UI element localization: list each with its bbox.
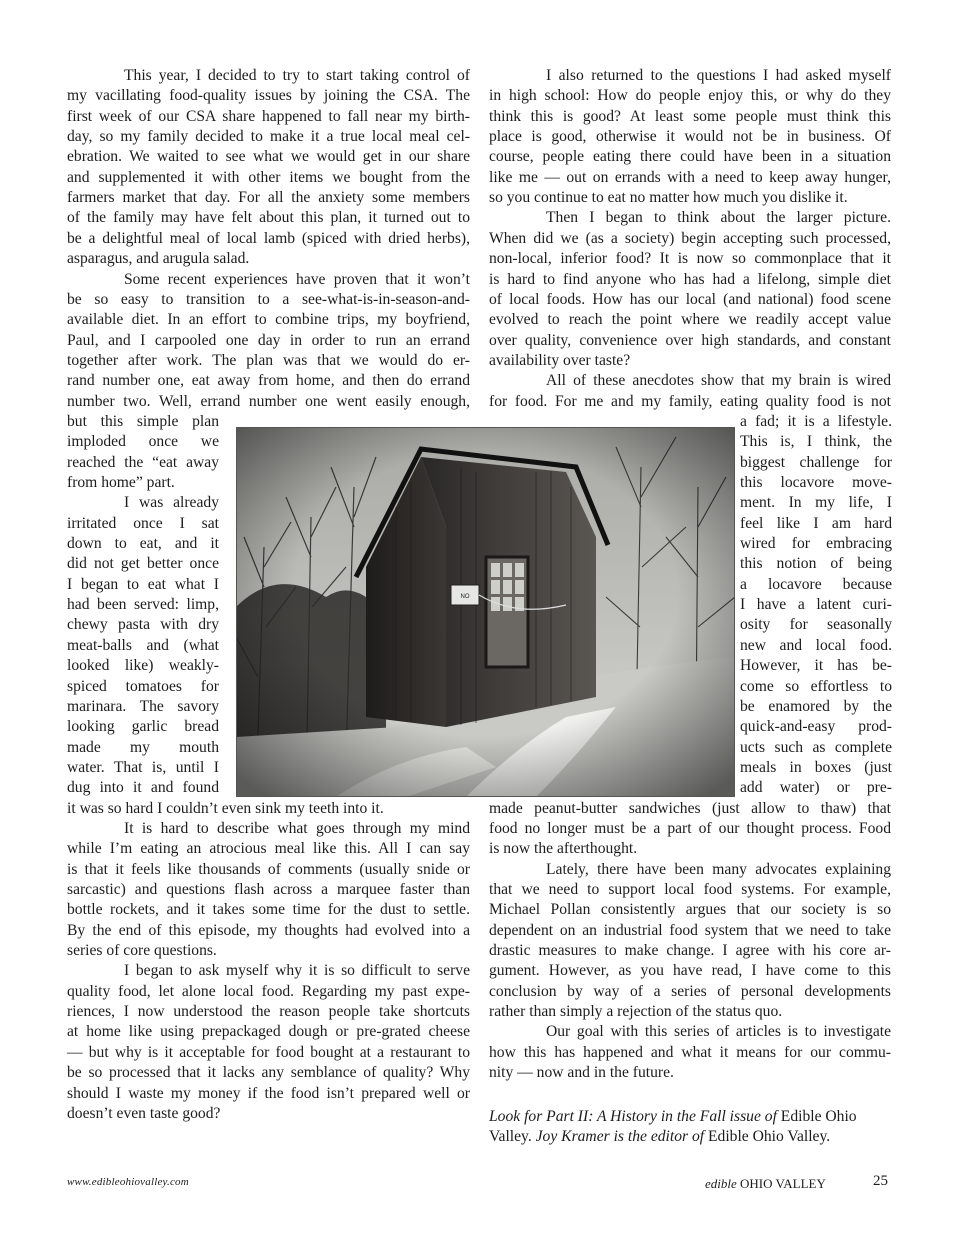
text-line: However, it has be- [740,657,892,675]
text-line: irritated once I sat [67,514,219,532]
text-line: series of core questions. [67,942,217,960]
text-line: be so easy to transition to a see-what-is-in-season-and- [67,290,470,308]
text-line: non-local, inferior food? It is now so commonplace that it [489,250,891,268]
text-line: dug into it and found [67,779,219,797]
text-line: number two. Well, errand number one went easily enough, [67,392,470,410]
text-line: available diet. In an effort to combine trips, my boyfriend, [67,311,470,329]
text-line: day, so my family decided to make it a true local meal cel- [67,128,470,146]
text-line: it was so hard I couldn’t even sink my teeth into it. [67,799,384,817]
text-line: This year, I decided to try to start taking control of [124,67,470,84]
note-line-2 [489,1127,830,1147]
text-line: this locavore move- [740,474,892,491]
text-line: like me — out on errands with a need to keep away hunger, [489,168,891,186]
note-roman-2: Valley. [489,1128,532,1145]
text-line: should I waste my money if the food isn’t prepared well or [67,1084,470,1102]
text-line: Lately, there have been many advocates explaining [546,860,891,878]
note-line-1 [489,1107,891,1127]
text-line: availability over taste? [489,351,631,369]
text-line: think this is good? At least some people must think this [489,107,891,125]
text-line: meat-balls and (what [67,636,219,654]
note-italic-2: Joy Kramer is the editor of [531,1128,705,1145]
text-line: drastic measures to make change. I agree with his core ar- [489,942,891,960]
text-line: When did we (as a society) begin accepting such processed, [489,229,891,247]
footer-website: www.edibleohiovalley.com [67,1176,189,1188]
text-line: is hard to find anyone who has had a lifelong, simple diet [489,270,891,288]
text-line: Paul, and I carpooled one day in order to run an errand [67,331,470,349]
text-line: All of these anecdotes show that my brain is wired [546,372,891,390]
text-line: Then I began to think about the larger picture. [546,209,891,227]
text-line: new and local food. [740,636,892,654]
text-line: I have a latent curi- [740,596,892,614]
footer-brand [705,1176,826,1192]
text-line: how this has happened and what it means for our commu- [489,1043,891,1061]
text-line: I began to eat what I [67,575,219,593]
note-roman-1: Edible Ohio [776,1108,857,1125]
note-italic-1: Look for Part II: A History in the Fall issue of [489,1108,777,1125]
text-line: wired for embracing [740,535,892,553]
text-line: made peanut-butter sandwiches (just allow to thaw) that [489,799,891,817]
text-line: while I’m eating an atrocious meal like this. All I can say [67,840,470,858]
text-line: water. That is, until I [67,758,219,776]
text-line: quick-and-easy prod- [740,718,892,736]
text-line: evolved to reach the point where we readily accept value [489,311,891,329]
text-line: Our goal with this series of articles is to investigate [546,1023,891,1041]
text-line: so you continue to eat no matter how much you dislike it. [489,189,848,207]
text-line: a locavore because [740,575,892,593]
text-line: marinara. The savory [67,697,219,715]
text-line: but this simple plan [67,412,219,430]
text-line: I began to ask myself why it is so difficult to serve [124,962,470,980]
photo-vignette [236,427,735,797]
text-line: bottle rockets, and it takes some time for the dust to settle. [67,901,470,919]
text-line: conclusion by way of a series of personal developments [489,982,891,1000]
text-line: spiced tomatoes for [67,677,219,695]
shed-photograph [236,427,735,797]
text-line: come so effortless to [740,677,892,695]
text-line: sarcastic) and questions flash across a marquee faster than [67,881,470,898]
text-line: is now the afterthought. [489,840,638,858]
text-line: first week of our CSA share happened to fall near my birth- [67,107,470,125]
text-line: from home” part. [67,474,175,491]
brand-ohio-valley: OHIO VALLEY [736,1176,826,1191]
text-line: food no longer must be a part of our thought process. Food [489,819,891,837]
text-line: chewy pasta with dry [67,616,219,634]
text-line: of the family may have felt about this plan, it turned out to [67,209,470,227]
text-line: in high school: How do people enjoy this, or why do they [489,87,891,105]
text-line: and supplemented it with other items we bought from the [67,168,470,186]
text-line: be enamored by the [740,697,892,715]
text-line: osity for seasonally [740,616,892,634]
text-line: looking garlic bread [67,718,219,736]
text-line: looked like) weakly- [67,657,219,675]
text-line: nity — now and in the future. [489,1064,674,1082]
text-line: of local foods. How has our local (and national) food scene [489,290,891,308]
text-line: doesn’t even taste good? [67,1104,221,1122]
text-line: down to eat, and it [67,535,219,553]
text-line: be so processed that it lacks any semblance of quality? Why [67,1064,470,1082]
text-line: rather than simply a rejection of the status quo. [489,1003,783,1021]
text-line: that we need to support local food systems. For example, [489,881,891,898]
text-line: feel like I am hard [740,514,892,532]
text-line: Some recent experiences have proven that it won’t [124,270,470,288]
text-line: add water) or pre- [740,779,892,797]
text-line: together after work. The plan was that we would do er- [67,351,470,369]
page-number: 25 [873,1173,888,1189]
text-line: ment. In my life, I [740,494,892,512]
text-line: a fad; it is a lifestyle. [740,412,892,430]
text-line: biggest challenge for [740,453,892,471]
text-line: for food. For me and my family, eating quality food is not [489,392,891,410]
text-line: place is good, otherwise it would not be in business. Of [489,128,891,146]
text-line: quality food, let alone local food. Regarding my past expe- [67,982,470,1000]
text-line: imploded once we [67,433,219,451]
text-line: riences, I now understood the reason people take shortcuts [67,1003,470,1021]
text-line: reached the “eat away [67,453,219,471]
text-line: I also returned to the questions I had asked myself [546,67,891,84]
note-roman-3: Edible Ohio Valley. [704,1128,831,1145]
text-line: I was already [124,494,219,512]
text-line: made my mouth [67,738,219,756]
text-line: It is hard to describe what goes through my mind [124,819,470,837]
text-line: meals in boxes (just [740,758,892,776]
text-line: over quality, convenience over high standards, and constant [489,331,891,349]
text-line: farmers market that day. For all the anxiety some members [67,189,470,207]
text-line: This is, I think, the [740,433,892,451]
text-line: at home like using prepackaged dough or pre-grated cheese [67,1023,470,1041]
text-line: — but why is it acceptable for food bought at a restaurant to [67,1043,470,1061]
text-line: asparagus, and arugula salad. [67,250,250,268]
text-line: had been served: limp, [67,596,219,614]
text-line: my vacillating food-quality issues by joining the CSA. The [67,87,470,105]
text-line: Michael Pollan consistently argues that our society is so [489,901,891,919]
text-line: course, people eating there could have been in a situation [489,148,891,166]
text-line: rand number one, eat away from home, and then do errand [67,372,470,390]
text-line: did not get better once [67,555,219,573]
text-line: dependent on an industrial food system that we need to take [489,921,891,939]
text-line: gument. However, as you have read, I have come to this [489,962,891,980]
text-line: be a delightful meal of local lamb (spiced with dried herbs), [67,229,470,247]
text-line: this notion of being [740,555,892,573]
text-line: By the end of this episode, my thoughts had evolved into a [67,921,470,939]
brand-edible: edible [705,1176,737,1191]
text-line: ebration. We waited to see what we would get in our share [67,148,470,166]
text-line: is that it feels like thousands of comments (usually snide or [67,860,470,878]
text-line: ucts such as complete [740,738,892,756]
